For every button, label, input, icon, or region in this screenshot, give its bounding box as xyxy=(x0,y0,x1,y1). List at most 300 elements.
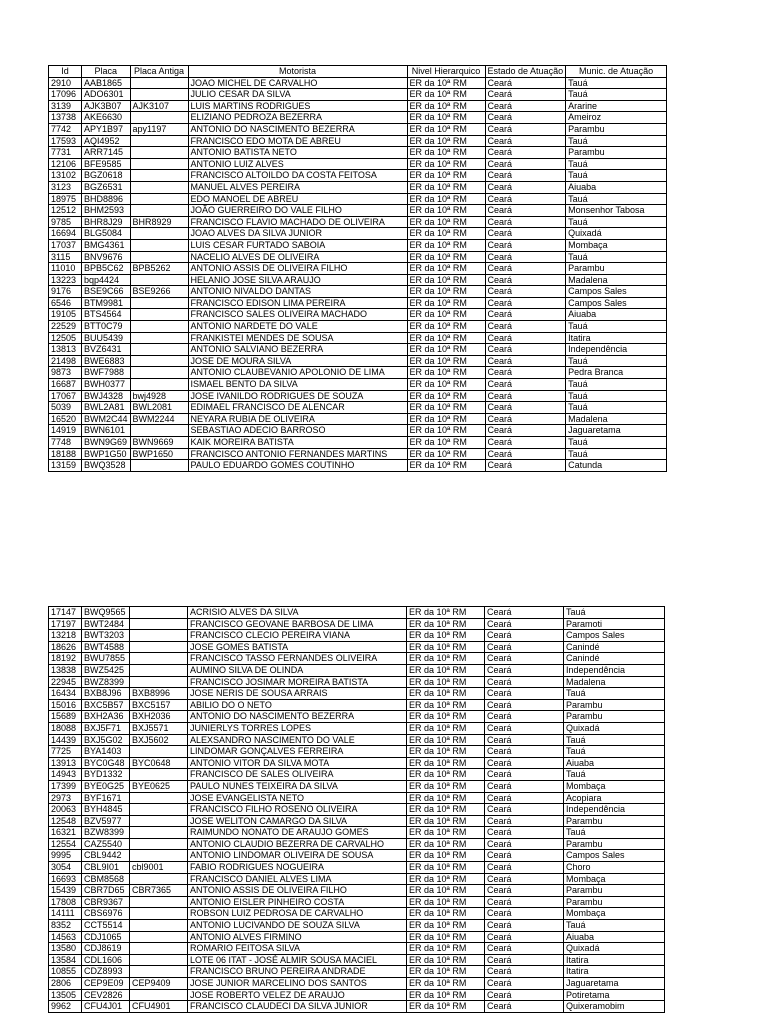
cell-placa: CBR7D65 xyxy=(82,885,130,897)
table-row xyxy=(49,873,665,885)
cell-placa-antiga: CFU4901 xyxy=(130,1001,188,1013)
cell-motorista: FRANCISCO FILHO ROSENO OLIVEIRA xyxy=(188,804,407,816)
cell-id: 16693 xyxy=(49,873,82,885)
cell-id: 9995 xyxy=(49,850,82,862)
cell-id: 15689 xyxy=(49,711,82,723)
cell-estado: Ceará xyxy=(485,193,566,205)
cell-placa: CDL1606 xyxy=(82,954,130,966)
cell-estado: Ceará xyxy=(485,966,564,978)
cell-id: 14439 xyxy=(49,734,82,746)
cell-id: 11010 xyxy=(49,263,82,275)
cell-estado: Ceará xyxy=(485,460,566,472)
cell-nivel: ER da 10ª RM xyxy=(407,920,485,932)
table-row xyxy=(49,734,665,746)
table-row xyxy=(49,332,667,344)
table-row xyxy=(49,1001,665,1013)
cell-municipio: Tauá xyxy=(566,437,667,449)
cell-municipio: Jaguaretama xyxy=(566,425,667,437)
cell-placa: BXJ5G02 xyxy=(82,734,130,746)
cell-nivel: ER da 10ª RM xyxy=(407,630,485,642)
cell-id: 2910 xyxy=(49,77,82,89)
cell-municipio: Jaguaretama xyxy=(564,978,665,990)
cell-id: 19105 xyxy=(49,309,82,321)
cell-placa: BFE9585 xyxy=(82,158,131,170)
cell-municipio: Quixadá xyxy=(564,722,665,734)
cell-nivel: ER da 10ª RM xyxy=(407,607,485,619)
cell-motorista: JOSE IVANILDO RODRIGUES DE SOUZA xyxy=(188,390,407,402)
table-row xyxy=(49,309,667,321)
table-row xyxy=(49,193,667,205)
cell-nivel: ER da 10ª RM xyxy=(407,170,485,182)
cell-placa-antiga xyxy=(130,838,188,850)
cell-placa: BWN9G69 xyxy=(82,437,131,449)
cell-estado: Ceará xyxy=(485,355,566,367)
cell-placa-antiga xyxy=(130,989,188,1001)
cell-nivel: ER da 10ª RM xyxy=(407,827,485,839)
cell-nivel: ER da 10ª RM xyxy=(407,355,485,367)
cell-motorista: JOSE JUNIOR MARCELINO DOS SANTOS xyxy=(188,978,407,990)
cell-nivel: ER da 10ª RM xyxy=(407,309,485,321)
cell-placa-antiga xyxy=(130,425,188,437)
cell-motorista: JOSE GOMES BATISTA xyxy=(188,641,407,653)
cell-id: 17808 xyxy=(49,896,82,908)
cell-placa-antiga xyxy=(130,367,188,379)
header-placa: Placa xyxy=(82,66,131,78)
table-row xyxy=(49,413,667,425)
cell-motorista: SEBASTIAO ADECIO BARROSO xyxy=(188,425,407,437)
cell-estado: Ceará xyxy=(485,1001,564,1013)
cell-id: 5039 xyxy=(49,402,82,414)
cell-id: 3054 xyxy=(49,862,82,874)
cell-nivel: ER da 10ª RM xyxy=(407,344,485,356)
cell-nivel: ER da 10ª RM xyxy=(407,448,485,460)
cell-estado: Ceará xyxy=(485,286,566,298)
cell-motorista: FRANCISCO ANTONIO FERNANDES MARTINS xyxy=(188,448,407,460)
cell-motorista: RAIMUNDO NONATO DE ARAUJO GOMES xyxy=(188,827,407,839)
cell-nivel: ER da 10ª RM xyxy=(407,216,485,228)
cell-placa-antiga: BXC5157 xyxy=(130,699,188,711)
cell-placa-antiga xyxy=(130,158,188,170)
cell-municipio: Parambu xyxy=(564,711,665,723)
cell-id: 10855 xyxy=(49,966,82,978)
table-row xyxy=(49,885,665,897)
table-row xyxy=(49,978,665,990)
cell-motorista: FRANKISTEI MENDES DE SOUSA xyxy=(188,332,407,344)
cell-id: 13218 xyxy=(49,630,82,642)
cell-nivel: ER da 10ª RM xyxy=(407,379,485,391)
cell-id: 12554 xyxy=(49,838,82,850)
table-row xyxy=(49,699,665,711)
cell-placa-antiga: CBR7365 xyxy=(130,885,188,897)
cell-municipio: Campos Sales xyxy=(566,286,667,298)
cell-estado: Ceará xyxy=(485,100,566,112)
cell-placa-antiga xyxy=(130,607,188,619)
cell-estado: Ceará xyxy=(485,896,564,908)
cell-nivel: ER da 10ª RM xyxy=(407,437,485,449)
cell-municipio: Tauá xyxy=(566,448,667,460)
cell-municipio: Aiuaba xyxy=(564,931,665,943)
table-row xyxy=(49,653,665,665)
cell-placa: BYC0G48 xyxy=(82,757,130,769)
cell-nivel: ER da 10ª RM xyxy=(407,100,485,112)
cell-placa-antiga xyxy=(130,630,188,642)
cell-municipio: Tauá xyxy=(564,746,665,758)
cell-placa-antiga xyxy=(130,792,188,804)
cell-nivel: ER da 10ª RM xyxy=(407,402,485,414)
cell-placa: BHM2593 xyxy=(82,205,131,217)
cell-estado: Ceará xyxy=(485,722,564,734)
cell-motorista: JUNIERLYS TORRES LOPES xyxy=(188,722,407,734)
cell-municipio: Quixadá xyxy=(566,228,667,240)
cell-estado: Ceará xyxy=(485,402,566,414)
cell-estado: Ceará xyxy=(485,780,564,792)
cell-placa: AQI4952 xyxy=(82,135,131,147)
cell-placa: BYH4845 xyxy=(82,804,130,816)
cell-motorista: FRANCISCO ALTOILDO DA COSTA FEITOSA xyxy=(188,170,407,182)
table-row xyxy=(49,170,667,182)
cell-estado: Ceará xyxy=(485,239,566,251)
cell-estado: Ceará xyxy=(485,607,564,619)
cell-placa-antiga: BYC0648 xyxy=(130,757,188,769)
cell-placa-antiga: BXH2036 xyxy=(130,711,188,723)
table-row xyxy=(49,158,667,170)
cell-nivel: ER da 10ª RM xyxy=(407,460,485,472)
cell-id: 18626 xyxy=(49,641,82,653)
cell-id: 18188 xyxy=(49,448,82,460)
cell-placa-antiga xyxy=(130,943,188,955)
cell-placa: BWT2484 xyxy=(82,618,130,630)
cell-placa-antiga xyxy=(130,205,188,217)
cell-id: 3123 xyxy=(49,181,82,193)
cell-placa-antiga xyxy=(130,297,188,309)
cell-placa: BWT3203 xyxy=(82,630,130,642)
cell-municipio: Aiuaba xyxy=(566,181,667,193)
cell-nivel: ER da 10ª RM xyxy=(407,896,485,908)
cell-municipio: Choro xyxy=(564,862,665,874)
cell-motorista: JOSE ROBERTO VELEZ DE ARAUJO xyxy=(188,989,407,1001)
cell-nivel: ER da 10ª RM xyxy=(407,274,485,286)
cell-placa-antiga: BWL2081 xyxy=(130,402,188,414)
cell-id: 2973 xyxy=(49,792,82,804)
cell-motorista: ANTONIO DO NASCIMENTO BEZERRA xyxy=(188,711,407,723)
cell-placa: CDZ8993 xyxy=(82,966,130,978)
table-row xyxy=(49,123,667,135)
table-row xyxy=(49,460,667,472)
cell-id: 14943 xyxy=(49,769,82,781)
cell-placa: BWL2A81 xyxy=(82,402,131,414)
cell-motorista: EDIMAEL FRANCISCO DE ALENCAR xyxy=(188,402,407,414)
cell-id: 18975 xyxy=(49,193,82,205)
cell-placa-antiga: bwj4928 xyxy=(130,390,188,402)
table-row xyxy=(49,920,665,932)
cell-nivel: ER da 10ª RM xyxy=(407,722,485,734)
cell-estado: Ceará xyxy=(485,437,566,449)
cell-estado: Ceará xyxy=(485,158,566,170)
cell-municipio: Canindé xyxy=(564,641,665,653)
cell-municipio: Parambu xyxy=(564,815,665,827)
cell-municipio: Tauá xyxy=(566,402,667,414)
cell-nivel: ER da 10ª RM xyxy=(407,769,485,781)
cell-nivel: ER da 10ª RM xyxy=(407,89,485,101)
cell-placa-antiga xyxy=(130,966,188,978)
cell-motorista: FRANCISCO FLAVIO MACHADO DE OLIVEIRA xyxy=(188,216,407,228)
cell-municipio: Tauá xyxy=(566,170,667,182)
cell-id: 17067 xyxy=(49,390,82,402)
table-row xyxy=(49,688,665,700)
cell-municipio: Tauá xyxy=(566,135,667,147)
cell-municipio: Tauá xyxy=(566,379,667,391)
cell-nivel: ER da 10ª RM xyxy=(407,228,485,240)
cell-municipio: Parambu xyxy=(566,147,667,159)
cell-estado: Ceará xyxy=(485,170,566,182)
cell-estado: Ceará xyxy=(485,699,564,711)
cell-estado: Ceará xyxy=(485,297,566,309)
table-row xyxy=(49,792,665,804)
cell-nivel: ER da 10ª RM xyxy=(407,931,485,943)
cell-placa-antiga xyxy=(130,873,188,885)
header-motorista: Motorista xyxy=(188,66,407,78)
cell-motorista: ANTONIO CLAUBEVANIO APOLONIO DE LIMA xyxy=(188,367,407,379)
cell-id: 20063 xyxy=(49,804,82,816)
cell-placa-antiga xyxy=(130,920,188,932)
cell-estado: Ceará xyxy=(485,815,564,827)
cell-nivel: ER da 10ª RM xyxy=(407,112,485,124)
table-row xyxy=(49,908,665,920)
cell-municipio: Tauá xyxy=(566,355,667,367)
cell-placa-antiga xyxy=(130,355,188,367)
cell-placa: BGZ0618 xyxy=(82,170,131,182)
cell-municipio: Parambu xyxy=(564,838,665,850)
cell-placa: BWZ5425 xyxy=(82,664,130,676)
cell-placa: BYF1671 xyxy=(82,792,130,804)
table-row xyxy=(49,966,665,978)
cell-municipio: Parambu xyxy=(564,885,665,897)
cell-estado: Ceará xyxy=(485,943,564,955)
cell-nivel: ER da 10ª RM xyxy=(407,425,485,437)
table-row xyxy=(49,205,667,217)
cell-placa-antiga xyxy=(130,641,188,653)
cell-nivel: ER da 10ª RM xyxy=(407,263,485,275)
cell-estado: Ceará xyxy=(485,228,566,240)
cell-id: 16434 xyxy=(49,688,82,700)
cell-nivel: ER da 10ª RM xyxy=(407,147,485,159)
cell-estado: Ceará xyxy=(485,954,564,966)
cell-placa-antiga xyxy=(130,850,188,862)
table-row xyxy=(49,100,667,112)
table-row xyxy=(49,607,665,619)
cell-estado: Ceará xyxy=(485,89,566,101)
cell-municipio: Independência xyxy=(564,664,665,676)
cell-id: 8352 xyxy=(49,920,82,932)
table-row xyxy=(49,804,665,816)
cell-placa-antiga xyxy=(130,77,188,89)
cell-placa: BWT4588 xyxy=(82,641,130,653)
cell-estado: Ceará xyxy=(485,321,566,333)
table-row xyxy=(49,425,667,437)
table-row xyxy=(49,676,665,688)
cell-placa: BTS4564 xyxy=(82,309,131,321)
cell-municipio: Itatira xyxy=(564,966,665,978)
cell-placa-antiga xyxy=(130,228,188,240)
header-placa-antiga: Placa Antiga xyxy=(130,66,188,78)
cell-placa: BPB5C62 xyxy=(82,263,131,275)
cell-nivel: ER da 10ª RM xyxy=(407,734,485,746)
cell-placa: BTT0C79 xyxy=(82,321,131,333)
cell-estado: Ceará xyxy=(485,379,566,391)
cell-placa-antiga xyxy=(130,89,188,101)
cell-placa-antiga: BWP1650 xyxy=(130,448,188,460)
cell-placa: AJK3B07 xyxy=(82,100,131,112)
cell-estado: Ceará xyxy=(485,653,564,665)
cell-estado: Ceará xyxy=(485,734,564,746)
cell-estado: Ceará xyxy=(485,920,564,932)
cell-nivel: ER da 10ª RM xyxy=(407,757,485,769)
cell-motorista: JULIO CESAR DA SILVA xyxy=(188,89,407,101)
cell-motorista: ROMARIO FEITOSA SILVA xyxy=(188,943,407,955)
table-row xyxy=(49,838,665,850)
cell-id: 12505 xyxy=(49,332,82,344)
cell-municipio: Mombaça xyxy=(564,780,665,792)
cell-id: 7748 xyxy=(49,437,82,449)
cell-placa: BWN6101 xyxy=(82,425,131,437)
table-row xyxy=(49,297,667,309)
cell-municipio: Parambu xyxy=(566,123,667,135)
cell-id: 9962 xyxy=(49,1001,82,1013)
cell-placa: ARR7145 xyxy=(82,147,131,159)
cell-municipio: Parambu xyxy=(564,699,665,711)
cell-nivel: ER da 10ª RM xyxy=(407,158,485,170)
cell-motorista: ANTONIO SALVIANO BEZERRA xyxy=(188,344,407,356)
cell-municipio: Independência xyxy=(566,344,667,356)
cell-nivel: ER da 10ª RM xyxy=(407,989,485,1001)
cell-nivel: ER da 10ª RM xyxy=(407,873,485,885)
cell-placa: BYD1332 xyxy=(82,769,130,781)
cell-estado: Ceará xyxy=(485,367,566,379)
cell-id: 17037 xyxy=(49,239,82,251)
cell-placa: BWQ3528 xyxy=(82,460,131,472)
cell-municipio: Tauá xyxy=(566,321,667,333)
cell-estado: Ceará xyxy=(485,77,566,89)
cell-id: 13913 xyxy=(49,757,82,769)
cell-municipio: Tauá xyxy=(564,827,665,839)
table-row xyxy=(49,355,667,367)
cell-placa-antiga: apy1197 xyxy=(130,123,188,135)
cell-motorista: FABIO RODRIGUES NOGUEIRA xyxy=(188,862,407,874)
cell-estado: Ceará xyxy=(485,413,566,425)
cell-id: 17096 xyxy=(49,89,82,101)
table-row xyxy=(49,711,665,723)
cell-estado: Ceará xyxy=(485,989,564,1001)
cell-placa-antiga xyxy=(130,618,188,630)
cell-nivel: ER da 10ª RM xyxy=(407,135,485,147)
cell-municipio: Tauá xyxy=(564,734,665,746)
cell-motorista: ACRISIO ALVES DA SILVA xyxy=(188,607,407,619)
table-row xyxy=(49,757,665,769)
cell-municipio: Itatira xyxy=(566,332,667,344)
cell-motorista: ANTONIO ASSIS DE OLIVEIRA FILHO xyxy=(188,263,407,275)
cell-motorista: JOSE WELITON CAMARGO DA SILVA xyxy=(188,815,407,827)
cell-motorista: FRANCISCO GEOVANE BARBOSA DE LIMA xyxy=(188,618,407,630)
cell-motorista: FRANCISCO EDO MOTA DE ABREU xyxy=(188,135,407,147)
cell-placa: bqp4424 xyxy=(82,274,131,286)
cell-motorista: FRANCISCO CLECIO PEREIRA VIANA xyxy=(188,630,407,642)
cell-nivel: ER da 10ª RM xyxy=(407,676,485,688)
header-id: Id xyxy=(49,66,82,78)
cell-estado: Ceará xyxy=(485,676,564,688)
cell-motorista: FRANCISCO DANIEL ALVES LIMA xyxy=(188,873,407,885)
cell-placa: BWE6883 xyxy=(82,355,131,367)
cell-placa-antiga xyxy=(130,815,188,827)
table-row xyxy=(49,390,667,402)
cell-motorista: ANTONIO NARDETE DO VALE xyxy=(188,321,407,333)
cell-id: 9785 xyxy=(49,216,82,228)
cell-placa: CBS6976 xyxy=(82,908,130,920)
cell-placa-antiga xyxy=(130,170,188,182)
table-row xyxy=(49,780,665,792)
cell-placa-antiga xyxy=(130,460,188,472)
cell-motorista: JOSE DE MOURA SILVA xyxy=(188,355,407,367)
cell-placa-antiga xyxy=(130,827,188,839)
cell-motorista: ANTONIO LUIZ ALVES xyxy=(188,158,407,170)
table-row xyxy=(49,641,665,653)
cell-nivel: ER da 10ª RM xyxy=(407,792,485,804)
cell-id: 18192 xyxy=(49,653,82,665)
cell-municipio: Campos Sales xyxy=(564,630,665,642)
cell-id: 13738 xyxy=(49,112,82,124)
cell-id: 13102 xyxy=(49,170,82,182)
cell-id: 7742 xyxy=(49,123,82,135)
cell-municipio: Tauá xyxy=(564,688,665,700)
cell-municipio: Tauá xyxy=(566,193,667,205)
cell-id: 17399 xyxy=(49,780,82,792)
cell-nivel: ER da 10ª RM xyxy=(407,954,485,966)
cell-motorista: FRANCISCO EDISON LIMA PEREIRA xyxy=(188,297,407,309)
cell-placa-antiga: cbl9001 xyxy=(130,862,188,874)
cell-nivel: ER da 10ª RM xyxy=(407,77,485,89)
cell-estado: Ceará xyxy=(485,746,564,758)
cell-estado: Ceará xyxy=(485,425,566,437)
cell-placa-antiga xyxy=(130,676,188,688)
cell-motorista: ANTONIO CLAUDIO BEZERRA DE CARVALHO xyxy=(188,838,407,850)
cell-estado: Ceará xyxy=(485,792,564,804)
cell-municipio: Quixeramobim xyxy=(564,1001,665,1013)
cell-id: 3139 xyxy=(49,100,82,112)
cell-placa-antiga xyxy=(130,239,188,251)
table-row xyxy=(49,722,665,734)
cell-placa-antiga xyxy=(130,908,188,920)
cell-motorista: ISMAEL BENTO DA SILVA xyxy=(188,379,407,391)
table-row xyxy=(49,321,667,333)
table-row xyxy=(49,228,667,240)
header-row xyxy=(49,66,667,78)
cell-placa: BWU7855 xyxy=(82,653,130,665)
cell-estado: Ceará xyxy=(485,112,566,124)
cell-estado: Ceará xyxy=(485,688,564,700)
cell-id: 13813 xyxy=(49,344,82,356)
cell-municipio: Madalena xyxy=(566,413,667,425)
cell-placa: BHD8896 xyxy=(82,193,131,205)
cell-placa: BWP1G50 xyxy=(82,448,131,460)
cell-id: 16321 xyxy=(49,827,82,839)
table-row xyxy=(49,263,667,275)
cell-municipio: Paramoti xyxy=(564,618,665,630)
cell-motorista: LOTE 06 ITAT - JOSÉ ALMIR SOUSA MACIEL xyxy=(188,954,407,966)
table-row xyxy=(49,769,665,781)
header-estado: Estado de Atuação xyxy=(485,66,566,78)
cell-placa: AAB1865 xyxy=(82,77,131,89)
cell-placa: CEP9E09 xyxy=(82,978,130,990)
cell-placa: CBL9I01 xyxy=(82,862,130,874)
